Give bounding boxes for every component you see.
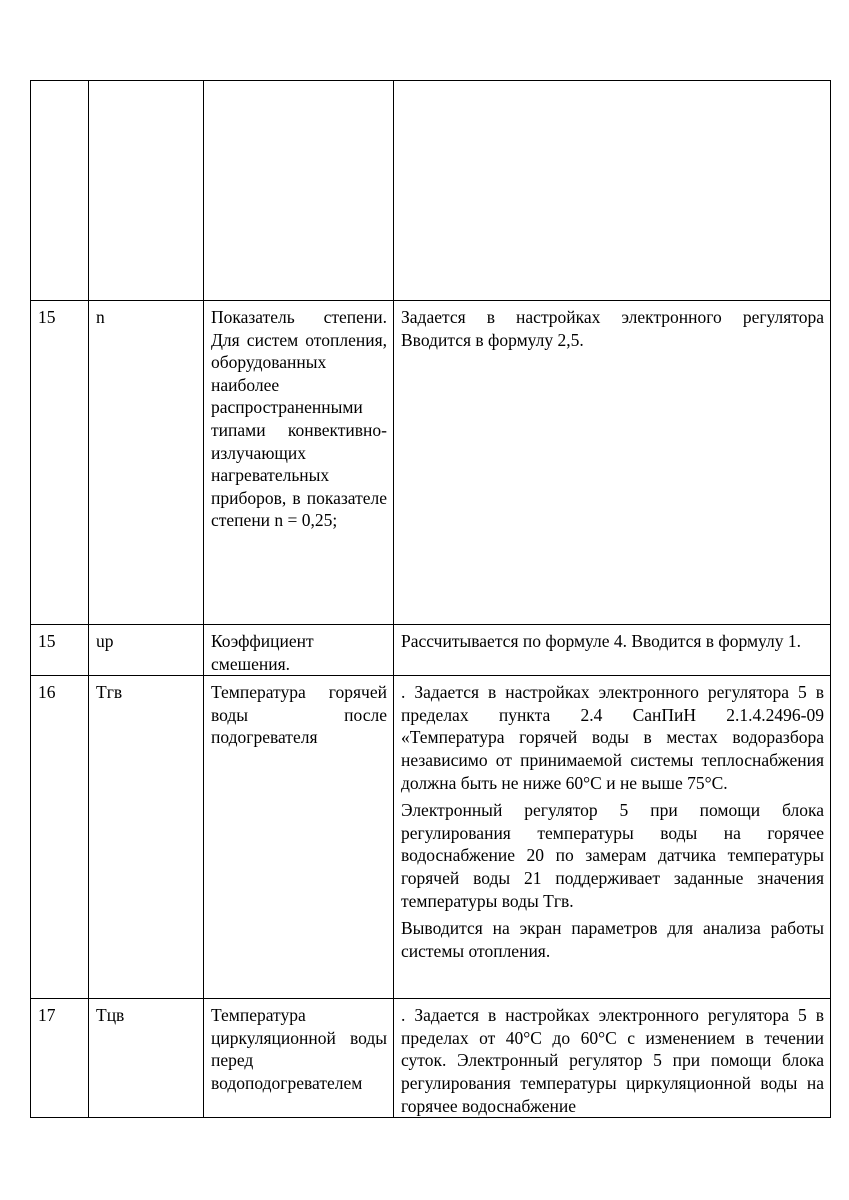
row-name bbox=[204, 625, 394, 676]
description-paragraph: Задается в настройках электронного регулятора Вводится в формулу 2,5. bbox=[401, 307, 824, 350]
row-description bbox=[394, 301, 831, 625]
row-number: 17 bbox=[31, 999, 89, 1118]
name-paragraph: Показатель степени. Для систем отопления, оборудованных наиболее распространенными типами конвективно-излучающих нагревательных приборов, в показателе степени n = 0,25; bbox=[211, 307, 387, 531]
table-row bbox=[31, 81, 831, 301]
description-paragraph: Выводится на экран параметров для анализа работы системы отопления. bbox=[401, 918, 824, 961]
parameters-table bbox=[30, 80, 831, 1118]
description-paragraph: . Задается в настройках электронного регулятора 5 в пределах от 40°C до 60°C с изменением в течении суток. Электронный регулятор 5 при помощи блока регулирования температуры циркуляционной воды на горячее водоснабжение bbox=[401, 1005, 824, 1116]
row-description bbox=[394, 999, 831, 1118]
description-paragraph: Электронный регулятор 5 при помощи блока регулирования температуры воды на горячее водоснабжение 20 по замерам датчика температуры горячей воды 21 поддерживает заданные значения температуры воды Тгв. bbox=[401, 800, 824, 911]
row-name bbox=[204, 999, 394, 1118]
row-symbol bbox=[89, 81, 204, 301]
row-description bbox=[394, 81, 831, 301]
table-row bbox=[31, 999, 831, 1118]
table-row bbox=[31, 625, 831, 676]
row-description bbox=[394, 676, 831, 999]
name-paragraph: Температура горячей воды после подогревателя bbox=[211, 682, 387, 748]
row-symbol: n bbox=[89, 301, 204, 625]
row-description bbox=[394, 625, 831, 676]
row-symbol: Тгв bbox=[89, 676, 204, 999]
row-name bbox=[204, 676, 394, 999]
name-paragraph: Коэффициент смешения. bbox=[211, 631, 314, 674]
row-number: 15 bbox=[31, 625, 89, 676]
table-row bbox=[31, 301, 831, 625]
name-paragraph: Температура циркуляционной воды перед водоподогревателем bbox=[211, 1005, 387, 1093]
description-paragraph: . Задается в настройках электронного регулятора 5 в пределах пункта 2.4 СанПиН 2.1.4.2496-09 «Температура горячей воды в местах водоразбора независимо от принимаемой системы теплоснабжения должна быть не ниже 60°C и не выше 75°C. bbox=[401, 682, 824, 793]
table-row bbox=[31, 676, 831, 999]
row-name bbox=[204, 81, 394, 301]
row-symbol: up bbox=[89, 625, 204, 676]
row-symbol: Тцв bbox=[89, 999, 204, 1118]
description-paragraph: Рассчитывается по формуле 4. Вводится в формулу 1. bbox=[401, 631, 802, 651]
row-number: 15 bbox=[31, 301, 89, 625]
row-number: 16 bbox=[31, 676, 89, 999]
row-name bbox=[204, 301, 394, 625]
row-number bbox=[31, 81, 89, 301]
